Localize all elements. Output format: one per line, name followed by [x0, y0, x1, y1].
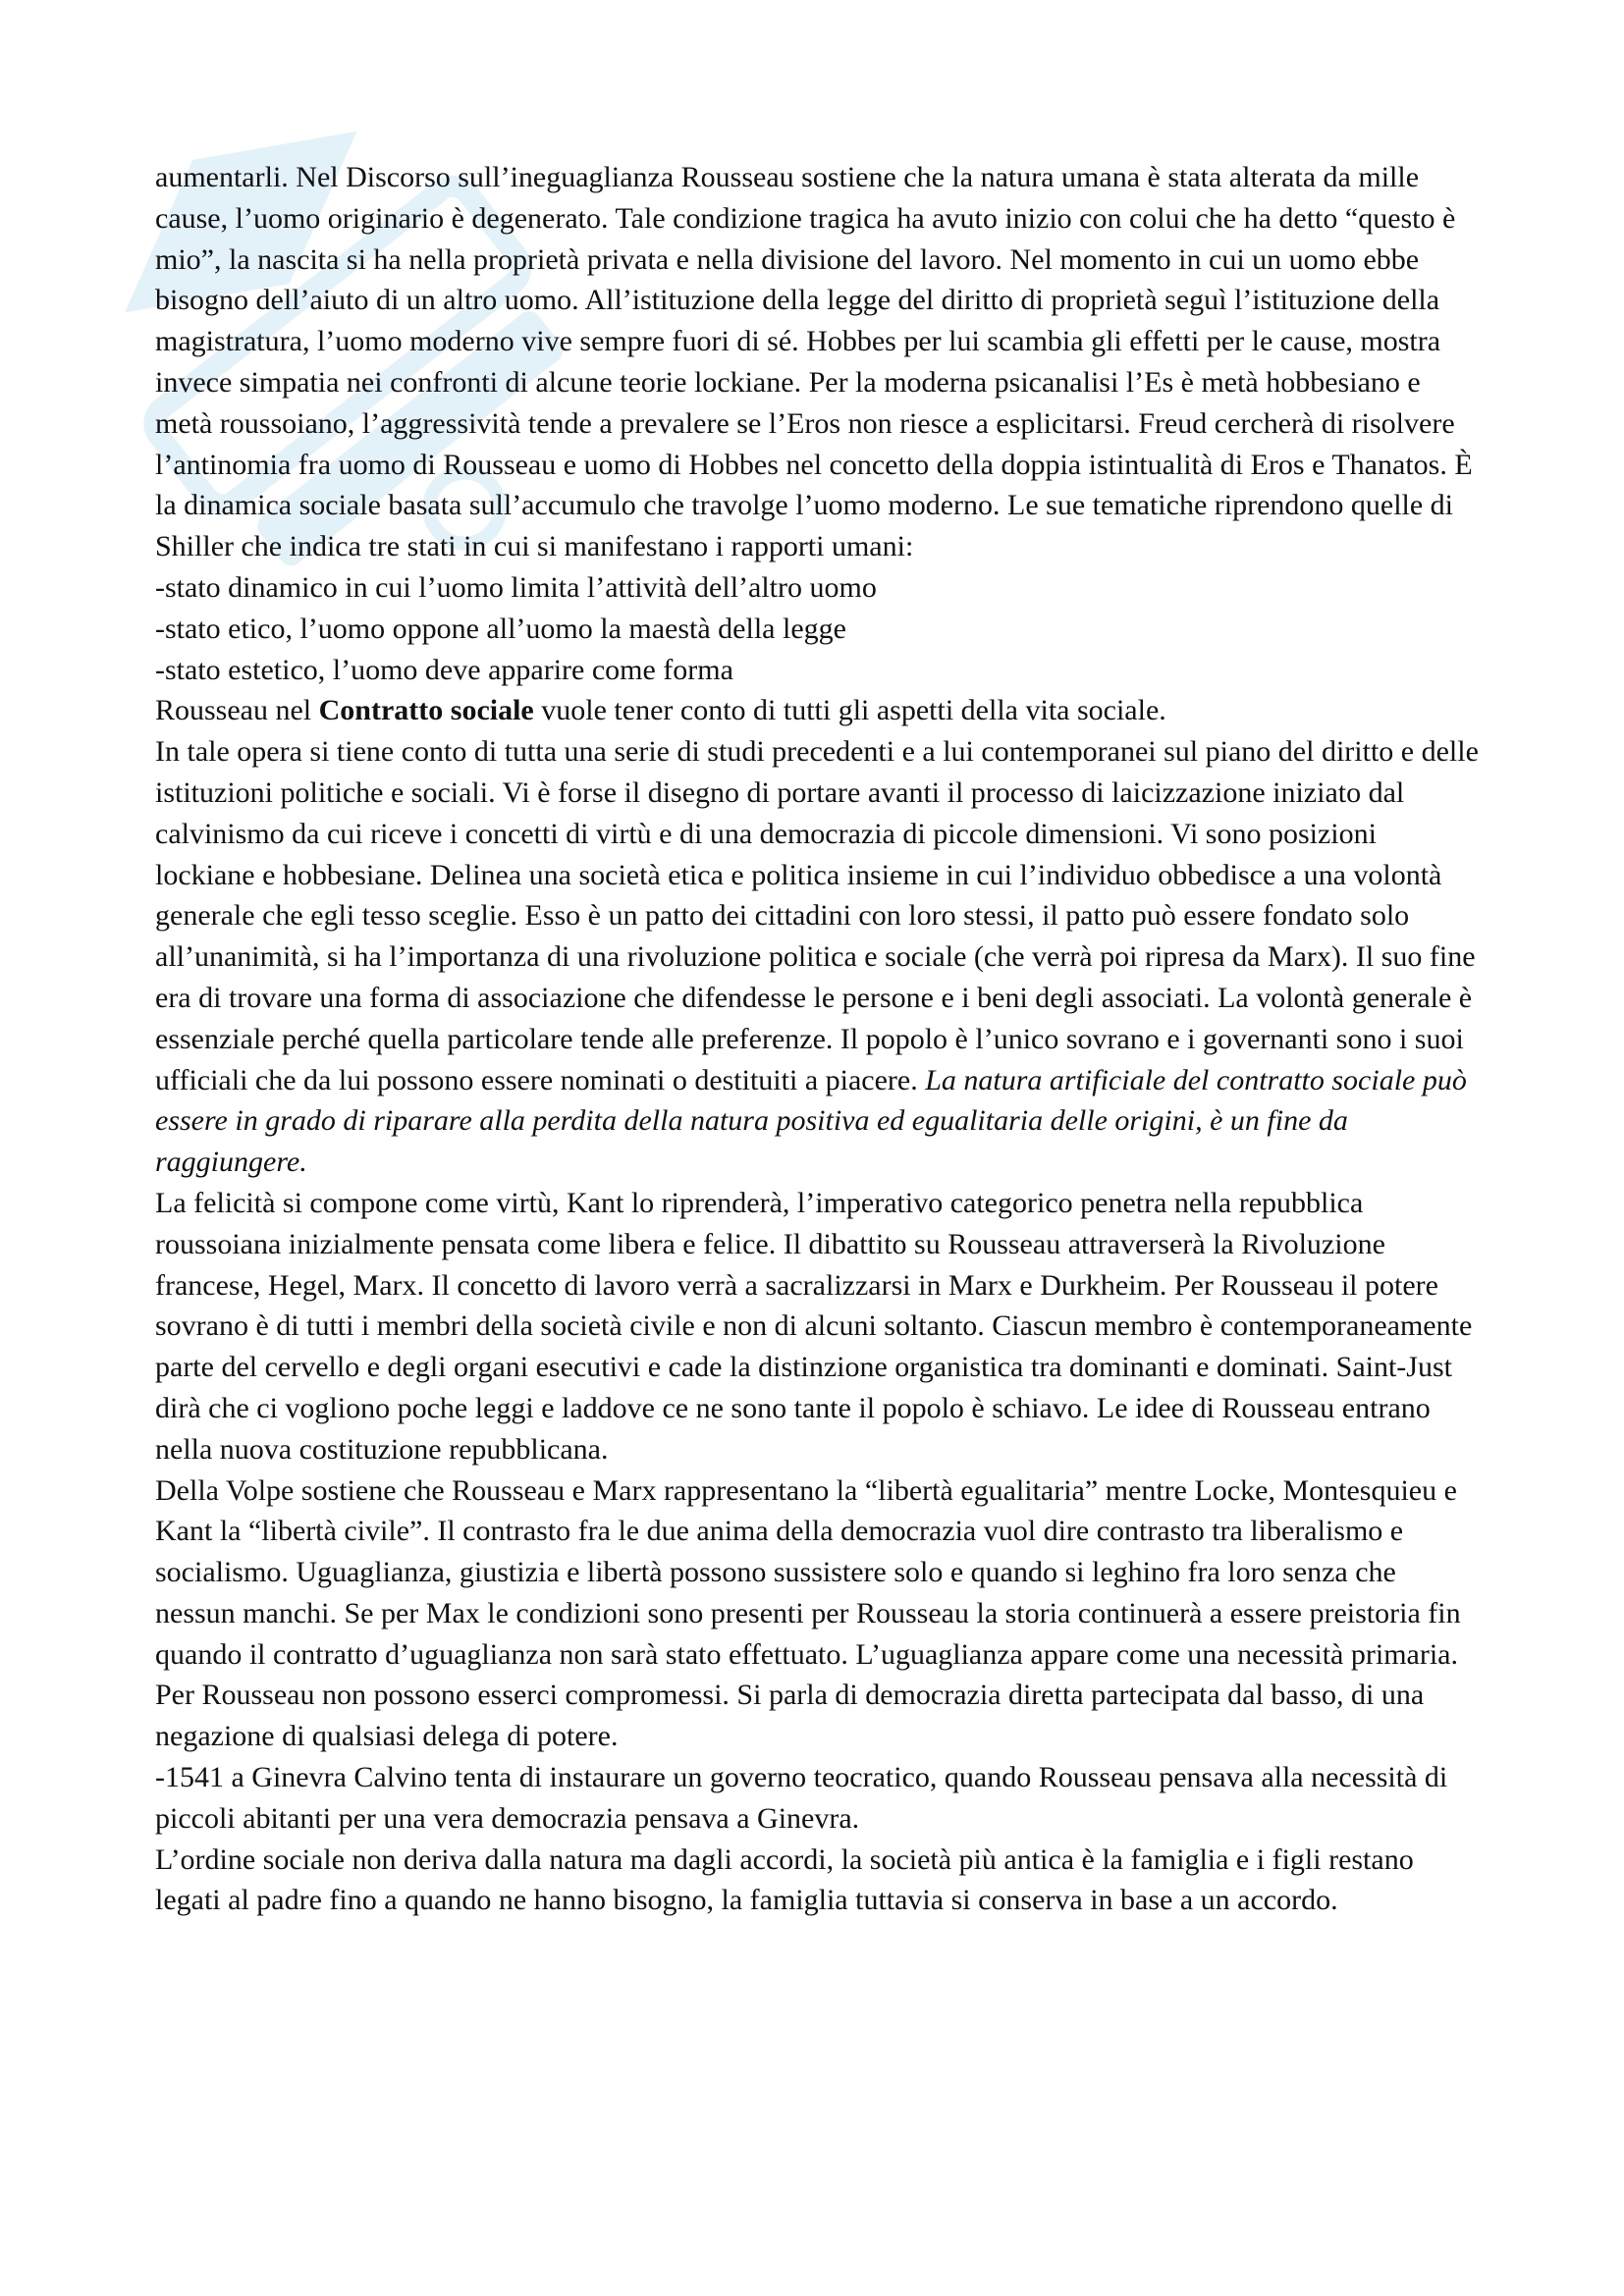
document-body: [155, 157, 1483, 1921]
paragraph-5: Della Volpe sostiene che Rousseau e Marx rappresentano la “libertà egualitaria” mentre Locke, Montesquieu e Kant la “libertà civile”. Il contrasto fra le due anima della democrazia vuol dire contrasto tra liberalismo e socialismo. Uguaglianza, giustizia e libertà possono sussistere solo e quando si leghino fra loro senza che nessun manchi. Se per Max le condizioni sono presenti per Rousseau la storia continuerà a essere preistoria fin quando il contratto d’uguaglianza non sarà stato effettuato. L’uguaglianza appare come una necessità primaria. Per Rousseau non possono esserci compromessi. Si parla di democrazia diretta partecipata dal basso, di una negazione di qualsiasi delega di potere.: [155, 1473, 1461, 1753]
list-item: -stato estetico, l’uomo deve apparire come forma: [155, 653, 733, 686]
paragraph-2-suffix: vuole tener conto di tutti gli aspetti della vita sociale.: [533, 694, 1166, 727]
list-item: -stato etico, l’uomo oppone all’uomo la maestà della legge: [155, 612, 846, 645]
paragraph-7: L’ordine sociale non deriva dalla natura ma dagli accordi, la società più antica è la famiglia e i figli restano legati al padre fino a quando ne hanno bisogno, la famiglia tuttavia si conserva in base a un accordo.: [155, 1842, 1414, 1917]
paragraph-3-text: In tale opera si tiene conto di tutta una serie di studi precedenti e a lui contemporanei sul piano del diritto e delle istituzioni politiche e sociali. Vi è forse il disegno di portare avanti il processo di laicizzazione iniziato dal calvinismo da cui riceve i concetti di virtù e di una democrazia di piccole dimensioni. Vi sono posizioni lockiane e hobbesiane. Delinea una società etica e politica insieme in cui l’individuo obbedisce a una volontà generale che egli tesso sceglie. Esso è un patto dei cittadini con loro stessi, il patto può essere fondato solo all’unanimità, si ha l’importanza di una rivoluzione politica e sociale (che verrà poi ripresa da Marx). Il suo fine era di trovare una forma di associazione che difendesse le persone e i beni degli associati. La volontà generale è essenziale perché quella particolare tende alle preferenze. Il popolo è l’unico sovrano e i governanti sono i suoi ufficiali che da lui possono essere nominati o destituiti a piacere.: [155, 735, 1479, 1096]
list-item: -stato dinamico in cui l’uomo limita l’attività dell’altro uomo: [155, 570, 877, 604]
paragraph-2: [155, 690, 1483, 731]
paragraph-6: -1541 a Ginevra Calvino tenta di instaurare un governo teocratico, quando Rousseau pensava alla necessità di piccoli abitanti per una vera democrazia pensava a Ginevra.: [155, 1761, 1448, 1835]
paragraph-3-italic: La natura artificiale del contratto sociale può essere in grado di riparare alla perdita della natura positiva ed egualitaria delle origini, è un fine da raggiungere.: [155, 1063, 1467, 1179]
paragraph-3: [155, 731, 1483, 1183]
contratto-sociale-title: Contratto sociale: [318, 694, 534, 727]
paragraph-1: aumentarli. Nel Discorso sull’ineguaglianza Rousseau sostiene che la natura umana è stata alterata da mille cause, l’uomo originario è degenerato. Tale condizione tragica ha avuto inizio con colui che ha detto “questo è mio”, la nascita si ha nella proprietà privata e nella divisione del lavoro. Nel momento in cui un uomo ebbe bisogno dell’aiuto di un altro uomo. All’istituzione della legge del diritto di proprietà seguì l’istituzione della magistratura, l’uomo moderno vive sempre fuori di sé. Hobbes per lui scambia gli effetti per le cause, mostra invece simpatia nei confronti di alcune teorie lockiane. Per la moderna psicanalisi l’Es è metà hobbesiano e metà roussoiano, l’aggressività tende a prevalere se l’Eros non riesce a esplicitarsi. Freud cercherà di risolvere l’antinomia fra uomo di Rousseau e uomo di Hobbes nel concetto della doppia istintualità di Eros e Thanatos. È la dinamica sociale basata sull’accumulo che travolge l’uomo moderno. Le sue tematiche riprendono quelle di Shiller che indica tre stati in cui si manifestano i rapporti umani:: [155, 161, 1473, 563]
paragraph-4: La felicità si compone come virtù, Kant lo riprenderà, l’imperativo categorico penetra nella repubblica roussoiana inizialmente pensata come libera e felice. Il dibattito su Rousseau attraverserà la Rivoluzione francese, Hegel, Marx. Il concetto di lavoro verrà a sacralizzarsi in Marx e Durkheim. Per Rousseau il potere sovrano è di tutti i membri della società civile e non di alcuni soltanto. Ciascun membro è contemporaneamente parte del cervello e degli organi esecutivi e cade la distinzione organistica tra dominanti e dominati. Saint-Just dirà che ci vogliono poche leggi e laddove ce ne sono tante il popolo è schiavo. Le idee di Rousseau entrano nella nuova costituzione repubblicana.: [155, 1186, 1473, 1466]
paragraph-2-prefix: Rousseau nel: [155, 694, 319, 727]
